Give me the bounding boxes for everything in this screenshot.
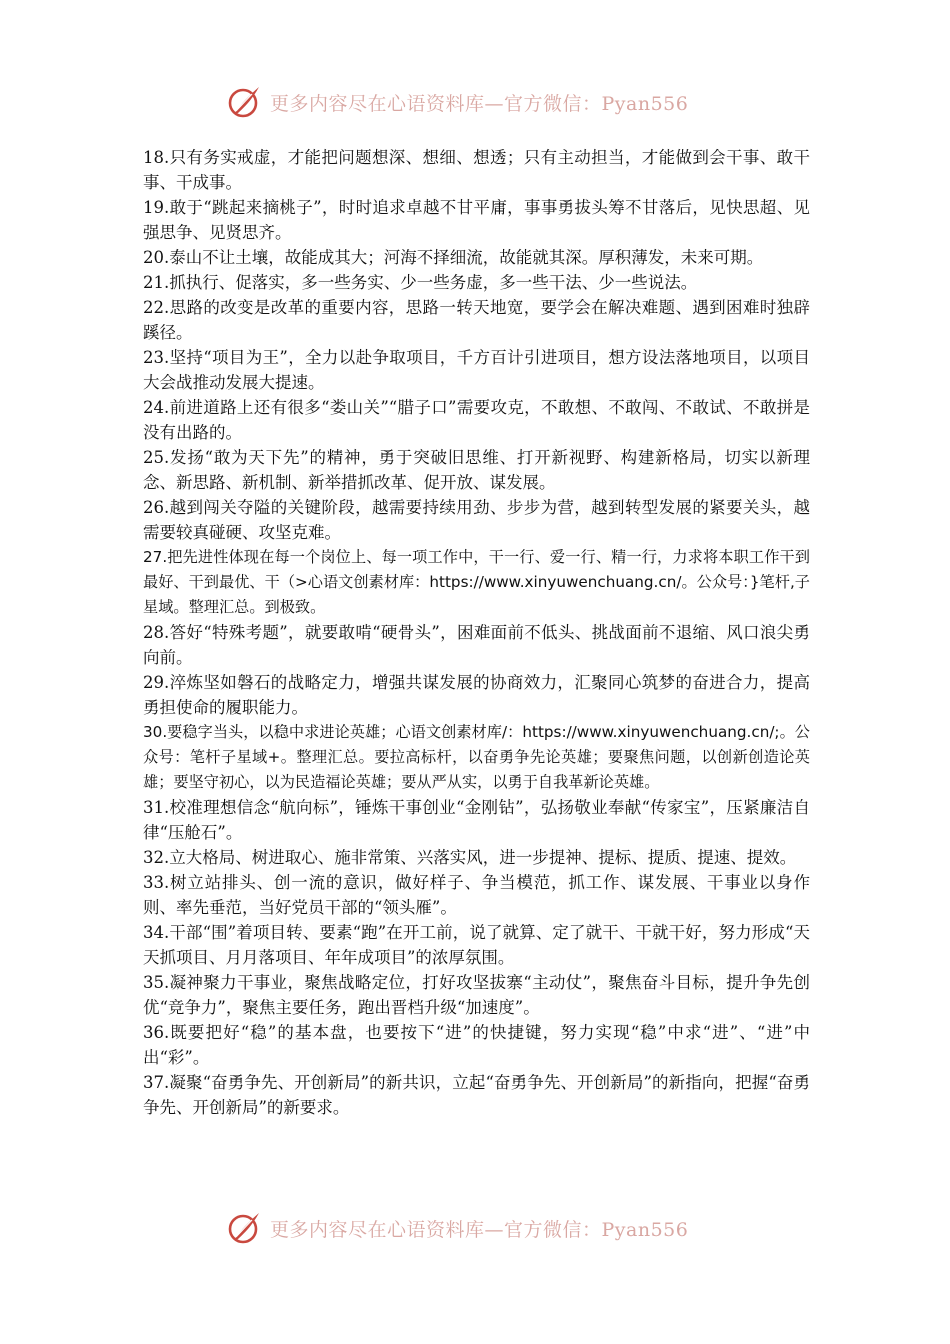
list-item: 35.凝神聚力干事业，聚焦战略定位，打好攻坚拔寨“主动仗”，聚焦奋斗目标，提升争先创优“竞争力”，聚焦主要任务，跑出晋档升级“加速度”。 — [143, 973, 810, 1017]
list-item: 27.把先进性体现在每一个岗位上、每一项工作中，干一行、爱一行、精一行，力求将本职工作干到最好、干到最优、干（>心语文创素材库：https://www.xinyuwenchuang.cn/。公众号：}笔杆,子星域。整理汇总。到极致。 — [143, 548, 810, 616]
list-item: 36.既要把好“稳”的基本盘，也要按下“进”的快捷键，努力实现“稳”中求“进”、“进”中出“彩”。 — [143, 1023, 810, 1067]
list-item: 19.敢于“跳起来摘桃子”，时时追求卓越不甘平庸，事事勇拔头筹不甘落后，见快思超、见强思争、见贤思齐。 — [143, 198, 810, 242]
list-item: 34.干部“围”着项目转、要素“跑”在开工前，说了就算、定了就干、干就干好，努力形成“天天抓项目、月月落项目、年年成项目”的浓厚氛围。 — [143, 923, 810, 967]
list-item: 25.发扬“敢为天下先”的精神，勇于突破旧思维、打开新视野、构建新格局，切实以新理念、新思路、新机制、新举措抓改革、促开放、谋发展。 — [143, 448, 810, 492]
list-item: 26.越到闯关夺隘的关键阶段，越需要持续用劲、步步为营，越到转型发展的紧要关头，越需要较真碰硬、攻坚克难。 — [143, 498, 810, 542]
list-item: 22.思路的改变是改革的重要内容，思路一转天地宽，要学会在解决难题、遇到困难时独辟蹊径。 — [143, 298, 810, 342]
list-item: 33.树立站排头、创一流的意识，做好样子、争当模范，抓工作、谋发展、干事业以身作则、率先垂范，当好党员干部的“领头雁”。 — [143, 873, 810, 917]
footer-banner-text: 更多内容尽在心语资料库—官方微信：Pyan556 — [270, 1218, 689, 1241]
list-item: 31.校准理想信念“航向标”，锤炼干事创业“金刚钻”，弘扬敬业奉献“传家宝”，压紧廉洁自律“压舱石”。 — [143, 798, 810, 842]
list-item: 30.要稳字当头，以稳中求进论英雄；心语文创素材库/：https://www.xinyuwenchuang.cn/;。公众号：笔杆子星域+。整理汇总。要拉高标杆，以奋勇争先论英雄；要聚焦问题，以创新创造论英雄；要坚守初心，以为民造福论英雄；要从严从实，以勇于自我革新论英雄。 — [143, 723, 810, 791]
list-item: 29.淬炼坚如磐石的战略定力，增强共谋发展的协商效力，汇聚同心筑梦的奋进合力，提高勇担使命的履职能力。 — [143, 673, 810, 717]
quill-logo-icon — [226, 84, 262, 120]
quill-logo-icon — [226, 1210, 262, 1246]
list-item: 20.泰山不让土壤，故能成其大；河海不择细流，故能就其深。厚积薄发，未来可期。 — [143, 248, 764, 267]
list-item: 21.抓执行、促落实，多一些务实、少一些务虚，多一些干法、少一些说法。 — [143, 273, 698, 292]
list-item: 23.坚持“项目为王”，全力以赴争取项目，千方百计引进项目，想方设法落地项目，以项目大会战推动发展大提速。 — [143, 348, 810, 392]
list-item: 37.凝聚“奋勇争先、开创新局”的新共识，立起“奋勇争先、开创新局”的新指向，把握“奋勇争先、开创新局”的新要求。 — [143, 1073, 810, 1117]
list-item: 18.只有务实戒虚，才能把问题想深、想细、想透；只有主动担当，才能做到会干事、敢干事、干成事。 — [143, 148, 810, 192]
header-banner-text: 更多内容尽在心语资料库—官方微信：Pyan556 — [270, 92, 689, 115]
list-item: 32.立大格局、树进取心、施非常策、兴落实风，进一步提神、提标、提质、提速、提效。 — [143, 848, 797, 867]
list-item: 28.答好“特殊考题”，就要敢啃“硬骨头”，困难面前不低头、挑战面前不退缩、风口浪尖勇向前。 — [143, 623, 810, 667]
footer-banner — [226, 1210, 746, 1246]
list-item: 24.前进道路上还有很多“娄山关”“腊子口”需要攻克，不敢想、不敢闯、不敢试、不敢拼是没有出路的。 — [143, 398, 810, 442]
article-body — [143, 145, 810, 1120]
header-banner — [226, 84, 746, 120]
